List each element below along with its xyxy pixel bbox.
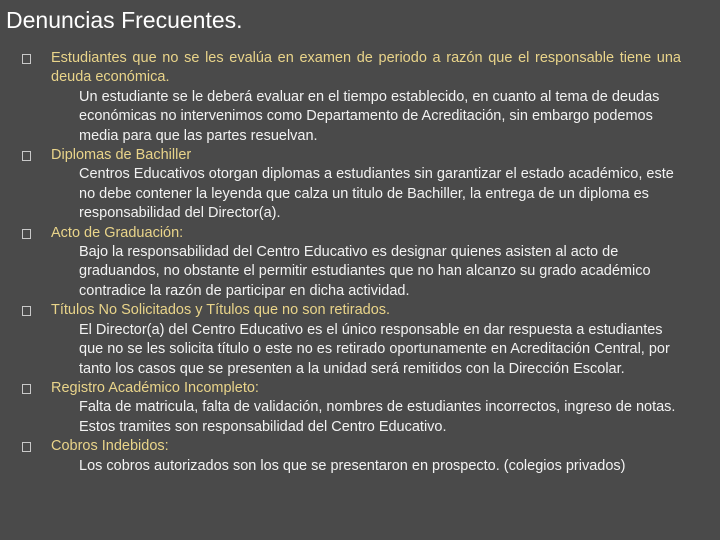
bullet-list xyxy=(0,49,720,476)
list-item xyxy=(0,379,720,437)
square-bullet-icon xyxy=(22,306,31,316)
square-bullet-icon xyxy=(22,54,31,64)
list-item xyxy=(0,224,720,302)
list-item xyxy=(0,49,720,146)
list-item xyxy=(0,146,720,224)
item-body: Un estudiante se le deberá evaluar en el tiempo establecido, en cuanto al tema de deudas económicas no intervenimos como Departamento de Acreditación, sin embargo podemos media para que las partes resuelvan. xyxy=(79,88,660,144)
list-item xyxy=(0,301,720,379)
item-body: Falta de matricula, falta de validación, nombres de estudiantes incorrectos, ingreso de notas. Estos tramites son responsabilidad del Centro Educativo. xyxy=(79,399,676,435)
item-body: Los cobros autorizados son los que se presentaron en prospecto. (colegios privados) xyxy=(79,457,626,474)
square-bullet-icon xyxy=(22,229,31,239)
item-heading: Registro Académico Incompleto: xyxy=(51,379,259,396)
item-body: Bajo la responsabilidad del Centro Educativo es designar quienes asisten al acto de graduandos, no obstante el permitir estudiantes que no han alcanzo su grado académico contradice la razón de participar en dicha actividad. xyxy=(79,244,651,299)
list-item xyxy=(0,437,720,476)
square-bullet-icon xyxy=(22,442,31,452)
item-body: Centros Educativos otorgan diplomas a estudiantes sin garantizar el estado académico, este no debe contener la leyenda que calza un titulo de Bachiller, la entrega de un diploma es responsabilidad del Director(a). xyxy=(79,166,674,222)
item-heading: Acto de Graduación: xyxy=(51,224,184,241)
square-bullet-icon xyxy=(22,384,31,394)
item-body: El Director(a) del Centro Educativo es el único responsable en dar respuesta a estudiantes que no se les solicita título o este no es retirado oportunamente en Acreditación Central, por tanto los casos que se presenten a la unidad será remitidos con la Dirección Escolar. xyxy=(79,321,670,377)
item-heading: Cobros Indebidos: xyxy=(51,438,169,455)
item-heading: Estudiantes que no se les evalúa en examen de periodo a razón que el responsable tiene una deuda económica. xyxy=(51,50,681,86)
square-bullet-icon xyxy=(22,151,31,161)
item-heading: Títulos No Solicitados y Títulos que no son retirados. xyxy=(51,302,391,319)
slide-title: Denuncias Frecuentes. xyxy=(6,7,243,33)
item-heading: Diplomas de Bachiller xyxy=(51,147,192,164)
